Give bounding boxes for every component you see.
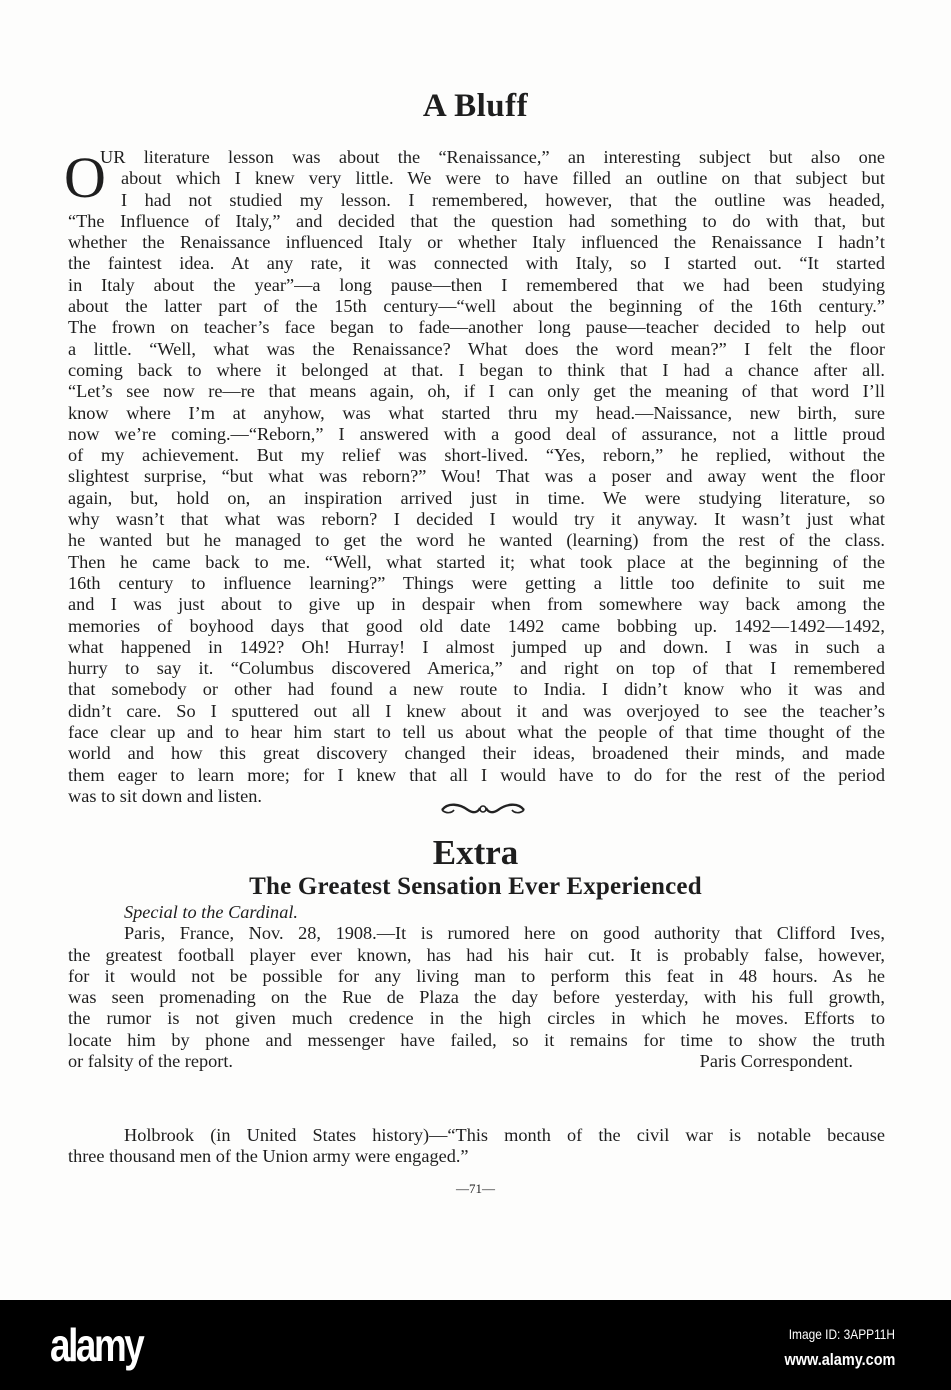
text-line: them eager to learn more; for I knew that all I would have to do for the rest of the period <box>68 764 885 785</box>
text-line: three thousand men of the Union army were engaged.” <box>68 1146 469 1167</box>
text-line: of my achievement. But my relief was short-lived. “Yes, reborn,” he replied, without the <box>68 445 885 466</box>
text-line: whether the Renaissance influenced Italy or whether Italy influenced the Renaissance I hadn’t <box>68 232 885 253</box>
ornament-divider-icon <box>438 798 528 820</box>
extra-body <box>68 902 885 1072</box>
text-line: coming back to where it belonged at that. I began to think that I had a chance after all. <box>68 359 885 380</box>
watermark-bar <box>0 1300 951 1390</box>
text-line: 16th century to influence learning?” Things were getting a little too definite to suit me <box>68 572 885 593</box>
text-line: for it would not be possible for any living man to perform this feat in 48 hours. As he <box>68 965 885 986</box>
alamy-logo: alamy <box>50 1319 143 1371</box>
text-line: memories of boyhood days that good old date 1492 came bobbing up. 1492—1492—1492, <box>68 615 885 636</box>
story-body <box>64 145 885 807</box>
text-line: “Let’s see now re—re that means again, oh, if I can only get the meaning of that word I’ll <box>68 381 885 402</box>
holbrook-quote <box>68 1125 885 1168</box>
text-line: in Italy about the year”—a long pause—then I remembered that we had been studying <box>68 274 885 295</box>
text-line: hurry to say it. “Columbus discovered America,” and right on top of that I remembered <box>68 658 885 679</box>
text-line: didn’t care. So I sputtered out all I knew about it and was overjoyed to see the teacher’s <box>68 700 885 721</box>
text-line: was seen promenading on the Rue de Plaza the day before yesterday, with his full growth, <box>68 987 885 1008</box>
drop-cap: O <box>64 145 106 210</box>
extra-title: Extra <box>432 833 519 872</box>
text-line: again, but, hold on, an inspiration arrived just in time. We were studying literature, so <box>68 487 885 508</box>
text-line: was to sit down and listen. <box>68 785 262 806</box>
text-line: the greatest football player ever known, has had his hair cut. It is probably false, however, <box>68 944 885 965</box>
text-line: a little. “Well, what was the Renaissance? What does the word mean?” I felt the floor <box>68 338 885 359</box>
image-id: Image ID: 3APP11H <box>788 1326 895 1342</box>
text-line: The frown on teacher’s face began to fade—another long pause—teacher decided to help out <box>68 317 885 338</box>
text-line: face clear up and to hear him start to tell us about what the people of that time thought of the <box>68 722 885 743</box>
page-number: —71— <box>456 1181 495 1196</box>
text-line: Then he came back to me. “Well, what started it; what took place at the beginning of the <box>68 551 885 572</box>
text-line: now we’re coming.—“Reborn,” I answered with a good deal of assurance, not a little proud <box>68 423 885 444</box>
extra-subtitle: The Greatest Sensation Ever Experienced <box>249 873 702 900</box>
dateline: Special to the Cardinal. <box>124 902 298 922</box>
text-line: slightest surprise, “but what was reborn?” Wou! That was a poser and away went the floor <box>68 466 885 487</box>
text-line: locate him by phone and messenger have failed, so it remains for time to show the truth <box>68 1029 885 1050</box>
text-line: why wasn’t that what was reborn? I decided I would try it anyway. It wasn’t just what <box>68 509 885 530</box>
text-line: the faintest idea. At any rate, it was connected with Italy, so I started out. “It started <box>68 253 885 274</box>
watermark-url: www.alamy.com <box>784 1350 895 1369</box>
text-line: he wanted but he managed to get the word he wanted (learning) from the rest of the class. <box>68 530 885 551</box>
text-line: that somebody or other had found a new route to India. I didn’t know who it was and <box>68 679 885 700</box>
text-line: or falsity of the report. <box>68 1051 233 1072</box>
text-line: I had not studied my lesson. I remembered, however, that the outline was headed, <box>121 189 885 210</box>
text-line: what happened in 1492? Oh! Hurray! I almost jumped up and down. I was in such a <box>68 636 885 657</box>
text-line: Paris, France, Nov. 28, 1908.—It is rumored here on good authority that Clifford Ives, <box>124 923 885 944</box>
text-line: Holbrook (in United States history)—“This month of the civil war is notable because <box>124 1125 885 1145</box>
text-line: “The Influence of Italy,” and decided that the question had something to do with that, but <box>68 210 885 231</box>
text-line: world and how this great discovery changed their ideas, broadened their minds, and made <box>68 743 885 764</box>
text-line: about the latter part of the 15th century—“well about the beginning of the 16th century.” <box>68 296 885 317</box>
text-line: know where I’m at anyhow, was what started thru my head.—Naissance, new birth, sure <box>68 402 885 423</box>
signature: Paris Correspondent. <box>699 1051 853 1072</box>
text-line: the rumor is not given much credence in the high circles in which he moves. Efforts to <box>68 1008 885 1029</box>
text-line: and I was just about to give up in despair when from somewhere way back among the <box>68 594 885 615</box>
text-line: about which I knew very little. We were to have filled an outline on that subject but <box>121 168 885 189</box>
text-line: UR literature lesson was about the “Renaissance,” an interesting subject but also one <box>100 147 885 167</box>
story-title: A Bluff <box>422 88 529 124</box>
